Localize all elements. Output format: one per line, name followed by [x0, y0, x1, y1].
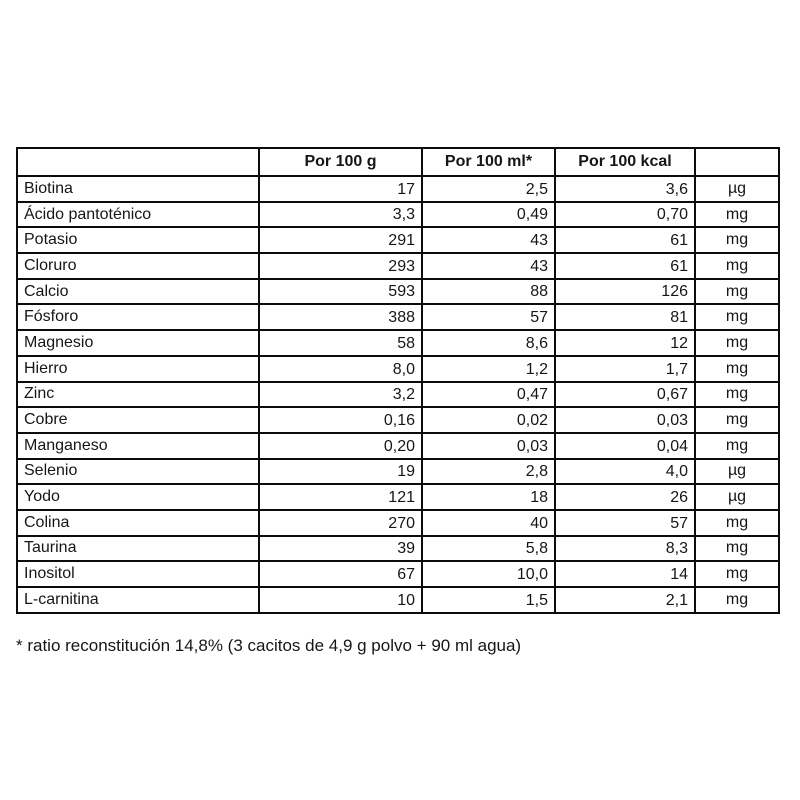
per-100kcal-value-cell: 0,03	[555, 407, 695, 433]
per-100g-value-cell: 293	[259, 253, 422, 279]
per-100ml-value-cell: 43	[422, 253, 555, 279]
per-100ml-value-cell: 2,8	[422, 459, 555, 485]
per-100g-value-cell: 0,20	[259, 433, 422, 459]
per-100g-value-cell: 39	[259, 536, 422, 562]
per-100kcal-value-cell: 81	[555, 304, 695, 330]
unit-cell: µg	[695, 459, 779, 485]
per-100g-value-cell: 17	[259, 176, 422, 202]
unit-cell: mg	[695, 279, 779, 305]
unit-cell: µg	[695, 176, 779, 202]
table-row	[17, 304, 779, 330]
table-row	[17, 484, 779, 510]
per-100kcal-value-cell: 0,70	[555, 202, 695, 228]
table-body	[17, 176, 779, 613]
header-per-100kcal: Por 100 kcal	[555, 148, 695, 176]
header-per-100ml: Por 100 ml*	[422, 148, 555, 176]
per-100kcal-value-cell: 3,6	[555, 176, 695, 202]
nutrient-name-cell: Inositol	[17, 561, 259, 587]
nutrient-name-cell: L-carnitina	[17, 587, 259, 613]
nutrient-name-cell: Biotina	[17, 176, 259, 202]
per-100ml-value-cell: 43	[422, 227, 555, 253]
table-row	[17, 202, 779, 228]
nutrient-name-cell: Manganeso	[17, 433, 259, 459]
unit-cell: mg	[695, 382, 779, 408]
unit-cell: mg	[695, 253, 779, 279]
unit-cell: mg	[695, 202, 779, 228]
nutrient-name-cell: Taurina	[17, 536, 259, 562]
nutrient-name-cell: Fósforo	[17, 304, 259, 330]
per-100g-value-cell: 3,3	[259, 202, 422, 228]
per-100ml-value-cell: 5,8	[422, 536, 555, 562]
per-100g-value-cell: 0,16	[259, 407, 422, 433]
per-100ml-value-cell: 88	[422, 279, 555, 305]
nutrient-name-cell: Selenio	[17, 459, 259, 485]
nutrient-name-cell: Zinc	[17, 382, 259, 408]
unit-cell: µg	[695, 484, 779, 510]
nutrient-name-cell: Colina	[17, 510, 259, 536]
unit-cell: mg	[695, 587, 779, 613]
per-100ml-value-cell: 0,03	[422, 433, 555, 459]
header-unit	[695, 148, 779, 176]
table-row	[17, 227, 779, 253]
table-row	[17, 561, 779, 587]
per-100g-value-cell: 58	[259, 330, 422, 356]
per-100kcal-value-cell: 61	[555, 253, 695, 279]
table-row	[17, 510, 779, 536]
nutrient-name-cell: Magnesio	[17, 330, 259, 356]
per-100kcal-value-cell: 26	[555, 484, 695, 510]
unit-cell: mg	[695, 356, 779, 382]
per-100kcal-value-cell: 57	[555, 510, 695, 536]
per-100g-value-cell: 3,2	[259, 382, 422, 408]
per-100ml-value-cell: 18	[422, 484, 555, 510]
table-row	[17, 536, 779, 562]
unit-cell: mg	[695, 510, 779, 536]
per-100kcal-value-cell: 8,3	[555, 536, 695, 562]
per-100kcal-value-cell: 0,67	[555, 382, 695, 408]
per-100ml-value-cell: 1,5	[422, 587, 555, 613]
table-row	[17, 356, 779, 382]
nutrient-name-cell: Calcio	[17, 279, 259, 305]
nutrient-name-cell: Hierro	[17, 356, 259, 382]
per-100ml-value-cell: 0,49	[422, 202, 555, 228]
nutrition-table	[16, 147, 780, 614]
per-100kcal-value-cell: 61	[555, 227, 695, 253]
per-100kcal-value-cell: 14	[555, 561, 695, 587]
per-100g-value-cell: 291	[259, 227, 422, 253]
per-100ml-value-cell: 1,2	[422, 356, 555, 382]
unit-cell: mg	[695, 227, 779, 253]
table-row	[17, 407, 779, 433]
table-row	[17, 587, 779, 613]
per-100kcal-value-cell: 4,0	[555, 459, 695, 485]
per-100kcal-value-cell: 2,1	[555, 587, 695, 613]
unit-cell: mg	[695, 536, 779, 562]
per-100g-value-cell: 121	[259, 484, 422, 510]
nutrient-name-cell: Ácido pantoténico	[17, 202, 259, 228]
table-row	[17, 253, 779, 279]
table-row	[17, 330, 779, 356]
per-100kcal-value-cell: 0,04	[555, 433, 695, 459]
nutrient-name-cell: Cobre	[17, 407, 259, 433]
per-100g-value-cell: 8,0	[259, 356, 422, 382]
per-100ml-value-cell: 40	[422, 510, 555, 536]
table-header-row	[17, 148, 779, 176]
per-100g-value-cell: 19	[259, 459, 422, 485]
header-nutrient	[17, 148, 259, 176]
per-100g-value-cell: 388	[259, 304, 422, 330]
per-100ml-value-cell: 57	[422, 304, 555, 330]
per-100g-value-cell: 270	[259, 510, 422, 536]
table-row	[17, 459, 779, 485]
nutrient-name-cell: Potasio	[17, 227, 259, 253]
table-row	[17, 433, 779, 459]
per-100kcal-value-cell: 1,7	[555, 356, 695, 382]
header-per-100g: Por 100 g	[259, 148, 422, 176]
unit-cell: mg	[695, 304, 779, 330]
table-row	[17, 279, 779, 305]
unit-cell: mg	[695, 330, 779, 356]
per-100g-value-cell: 67	[259, 561, 422, 587]
per-100ml-value-cell: 0,47	[422, 382, 555, 408]
per-100ml-value-cell: 8,6	[422, 330, 555, 356]
unit-cell: mg	[695, 561, 779, 587]
table-row	[17, 382, 779, 408]
reconstitution-footnote: * ratio reconstitución 14,8% (3 cacitos de 4,9 g polvo + 90 ml agua)	[16, 636, 522, 655]
per-100kcal-value-cell: 12	[555, 330, 695, 356]
per-100ml-value-cell: 0,02	[422, 407, 555, 433]
per-100ml-value-cell: 2,5	[422, 176, 555, 202]
per-100ml-value-cell: 10,0	[422, 561, 555, 587]
nutrient-name-cell: Cloruro	[17, 253, 259, 279]
nutrient-name-cell: Yodo	[17, 484, 259, 510]
unit-cell: mg	[695, 407, 779, 433]
per-100kcal-value-cell: 126	[555, 279, 695, 305]
per-100g-value-cell: 593	[259, 279, 422, 305]
table-row	[17, 176, 779, 202]
unit-cell: mg	[695, 433, 779, 459]
per-100g-value-cell: 10	[259, 587, 422, 613]
